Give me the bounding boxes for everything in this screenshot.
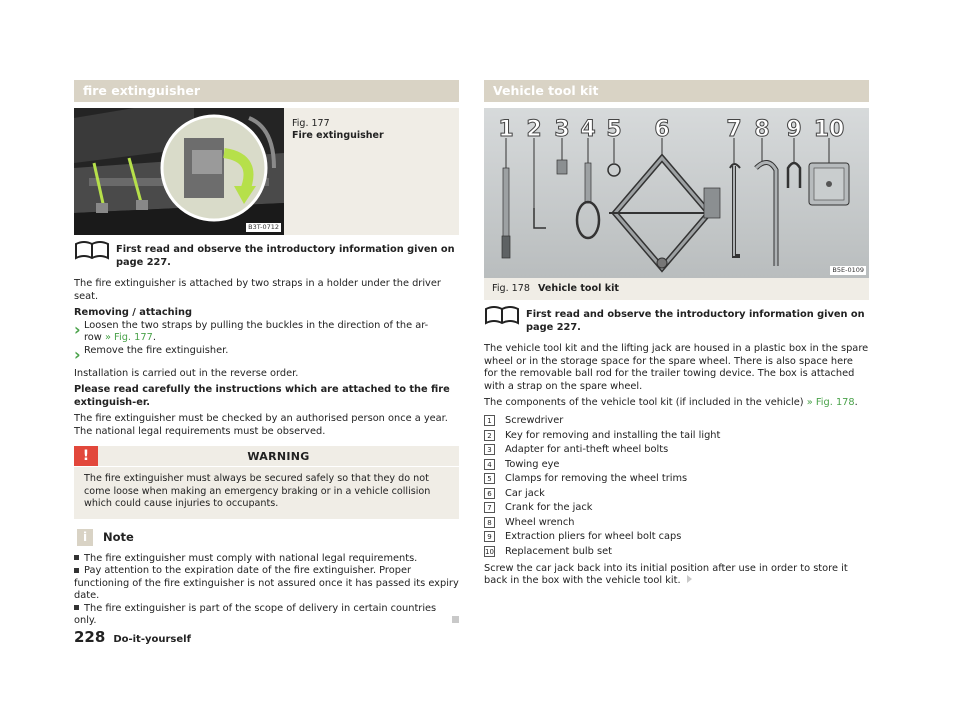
step-marker-icon: › <box>74 319 81 339</box>
section-title-tool-kit: Vehicle tool kit <box>484 80 869 102</box>
component-number: 2 <box>484 430 495 441</box>
tool-kit-intro: The vehicle tool kit and the lifting jack are housed in a plastic box in the spare wheel or in the storage space for the spare wheel. There is also space here for the removable ball rod for the trailer towing device. The box is attached with a strap on the spare wheel. <box>484 343 869 392</box>
callout-7: 7 <box>726 117 742 142</box>
figure-number: Fig. 178 <box>492 283 530 294</box>
component-label: Clamps for removing the wheel trims <box>505 473 688 485</box>
components-list <box>484 414 869 559</box>
closing-text-body: Screw the car jack back into its initial position after use in order to store it back in the box with the vehicle tool kit. <box>484 562 848 586</box>
component-number: 9 <box>484 531 495 542</box>
component-label: Car jack <box>505 487 545 499</box>
section-end-icon <box>452 616 459 623</box>
warning-title: WARNING <box>247 449 310 463</box>
image-code: B5E-0109 <box>832 266 864 274</box>
square-bullet-icon <box>74 605 79 610</box>
right-column <box>484 80 869 588</box>
info-icon: i <box>77 529 93 546</box>
read-first-text: First read and observe the introductory information given on page 227. <box>526 309 865 333</box>
figure-caption: Fire extinguisher <box>292 130 384 141</box>
callout-6: 6 <box>654 117 670 142</box>
step-1 <box>74 320 459 345</box>
step-2-text: Remove the fire extinguisher. <box>84 344 229 356</box>
warning-text: The fire extinguisher must always be secured safely so that they do not come loose when making an emergency braking or in a vehicle collision which could cause injuries to occupants. <box>84 473 431 509</box>
component-item <box>484 457 869 472</box>
fire-extinguisher-photo <box>74 108 284 235</box>
step-marker-icon: › <box>74 344 81 364</box>
component-item <box>484 486 869 501</box>
component-label: Key for removing and installing the tail light <box>505 429 721 441</box>
tool-kit-illustration <box>484 108 869 278</box>
component-item <box>484 544 869 559</box>
component-item <box>484 530 869 545</box>
note-item <box>74 553 459 566</box>
figure-number: Fig. 177 <box>292 118 330 129</box>
figure-caption-strip <box>484 278 869 300</box>
intro-text: The fire extinguisher is attached by two straps in a holder under the driver seat. <box>74 278 441 302</box>
component-item <box>484 428 869 443</box>
components-intro <box>484 397 869 410</box>
component-number: 7 <box>484 502 495 513</box>
square-bullet-icon <box>74 568 79 573</box>
component-item <box>484 501 869 516</box>
step-1-text2: row <box>84 332 105 343</box>
callout-3: 3 <box>554 117 570 142</box>
warning-box <box>74 446 459 519</box>
open-book-icon <box>74 240 110 260</box>
figure-caption-box <box>284 108 459 235</box>
install-note: Installation is carried out in the reverse order. <box>74 367 299 379</box>
note-item <box>74 603 459 628</box>
component-number: 3 <box>484 444 495 455</box>
component-label: Towing eye <box>505 458 560 470</box>
fire-extinguisher-illustration <box>74 108 284 235</box>
continue-arrow-icon <box>687 575 692 583</box>
callout-5: 5 <box>606 117 622 142</box>
component-number: 5 <box>484 473 495 484</box>
warning-header <box>74 446 459 467</box>
tool-kit-drawing <box>484 108 869 278</box>
note-item-text: The fire extinguisher is part of the scope of delivery in certain countries only. <box>74 602 437 626</box>
callout-9: 9 <box>786 117 802 142</box>
image-code: B3T-0712 <box>248 223 279 231</box>
callout-8: 8 <box>754 117 770 142</box>
fig-178-link[interactable]: » Fig. 178 <box>806 397 855 408</box>
component-number: 1 <box>484 415 495 426</box>
note-item-text: Pay attention to the expiration date of the fire extinguisher. Proper functioning of the fire extinguisher is not assured once it has passed its expiry date. <box>74 565 459 601</box>
read-first-note <box>74 243 459 269</box>
square-bullet-icon <box>74 555 79 560</box>
step-1-text: Loosen the two straps by pulling the buckles in the direction of the ar- <box>84 319 429 331</box>
note-title: Note <box>103 530 134 544</box>
section-title-fire-extinguisher: fire extinguisher <box>74 80 459 102</box>
component-item <box>484 515 869 530</box>
warning-icon: ! <box>74 446 98 466</box>
callout-10: 10 <box>813 117 845 142</box>
component-number: 6 <box>484 488 495 499</box>
read-first-text: First read and observe the introductory information given on page 227. <box>116 244 455 268</box>
component-item <box>484 472 869 487</box>
callout-4: 4 <box>580 117 596 142</box>
component-label: Wheel wrench <box>505 516 575 528</box>
chapter-name: Do-it-yourself <box>113 634 191 645</box>
component-number: 10 <box>485 547 494 556</box>
components-tail: . <box>854 397 858 408</box>
step-1-tail: . <box>152 332 156 343</box>
note-header <box>74 529 459 546</box>
component-label: Extraction pliers for wheel bolt caps <box>505 531 682 543</box>
open-book-icon <box>484 305 520 325</box>
closing-text <box>484 563 869 588</box>
removing-heading: Removing / attaching <box>74 307 192 318</box>
figure-177 <box>74 108 459 235</box>
left-column <box>74 80 459 628</box>
component-label: Screwdriver <box>505 415 564 427</box>
component-number: 4 <box>484 459 495 470</box>
note-item-text: The fire extinguisher must comply with national legal requirements. <box>84 552 418 564</box>
component-label: Replacement bulb set <box>505 545 612 557</box>
component-item <box>484 443 869 458</box>
component-label: Adapter for anti-theft wheel bolts <box>505 444 669 456</box>
component-number: 8 <box>484 517 495 528</box>
note-list <box>74 553 459 628</box>
component-item <box>484 414 869 429</box>
check-text: The fire extinguisher must be checked by an authorised person once a year. The national legal requirements must be observed. <box>74 413 448 437</box>
page-footer <box>74 628 191 646</box>
page-number: 228 <box>74 628 106 646</box>
figure-caption: Vehicle tool kit <box>538 283 619 294</box>
read-first-note <box>484 308 869 334</box>
please-read-text: Please read carefully the instructions which are attached to the fire extinguish-er. <box>74 384 450 408</box>
note-item <box>74 565 459 603</box>
step-2 <box>74 345 459 364</box>
components-intro-text: The components of the vehicle tool kit (if included in the vehicle) <box>484 397 807 408</box>
note-box <box>74 529 459 628</box>
callout-1: 1 <box>498 117 514 142</box>
component-label: Crank for the jack <box>505 502 593 514</box>
callout-2: 2 <box>526 117 542 142</box>
fig-177-link[interactable]: » Fig. 177 <box>104 332 153 343</box>
